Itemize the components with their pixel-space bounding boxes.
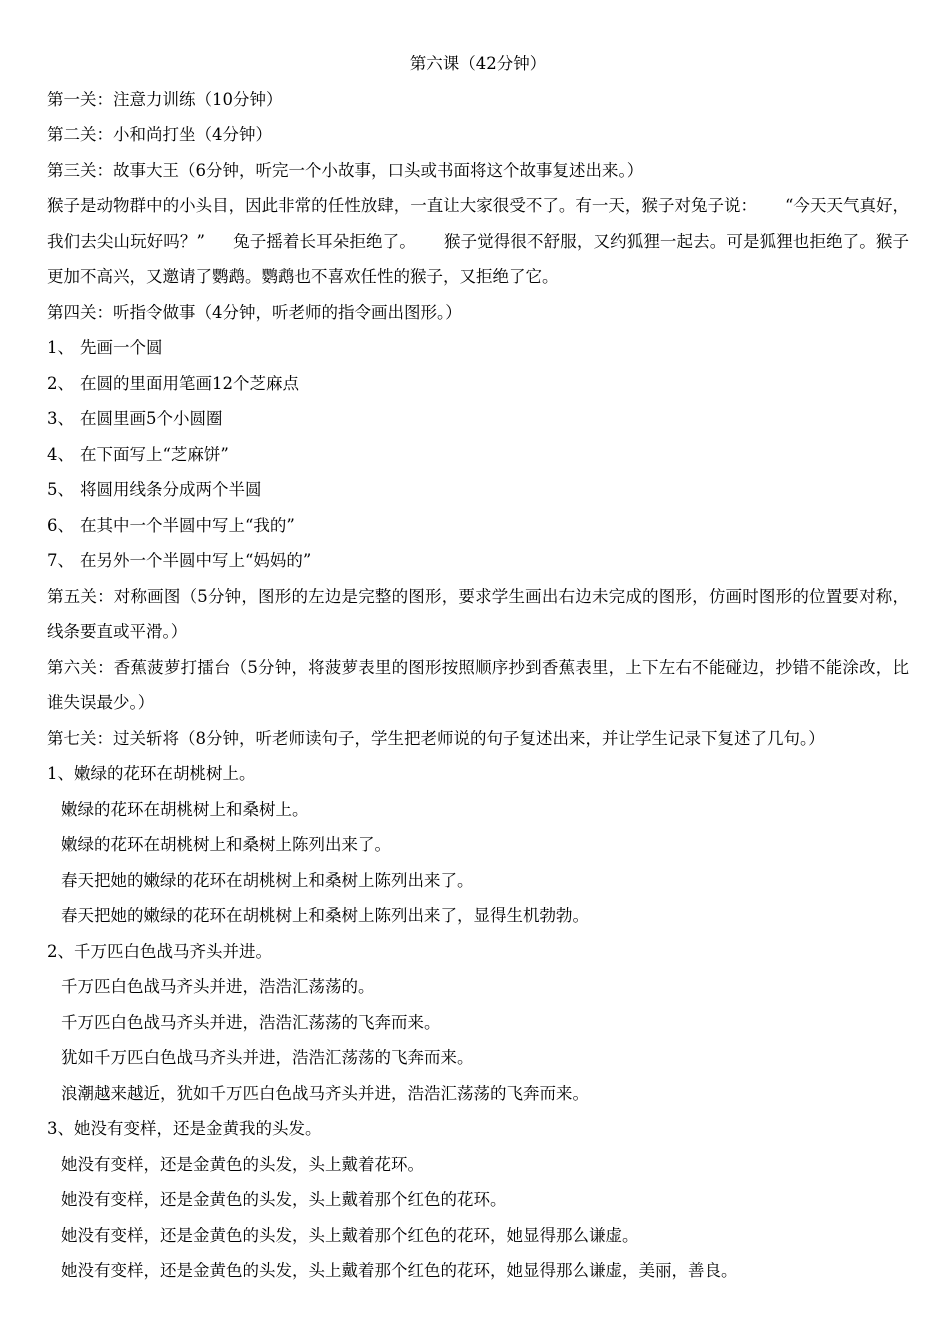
- level-6: 第六关：香蕉菠萝打擂台（5分钟，将菠萝表里的图形按照顺序抄到香蕉表里，上下左右不能碰边，抄错不能涂改，比谁失误最少。）: [47, 657, 909, 712]
- sentence-line: 春天把她的嫩绿的花环在胡桃树上和桑树上陈列出来了。: [61, 870, 474, 890]
- story-part-3: 猴子觉得很不舒服，又约狐狸一起去。可是狐狸也拒绝了。猴子更加不高兴，又邀请了鹦鹉。鹦鹉也不喜欢任性的猴子，又拒绝了它。: [47, 231, 910, 286]
- level-1: 第一关：注意力训练（10分钟）: [47, 89, 283, 109]
- sentence-group-head: 1、嫩绿的花环在胡桃树上。: [47, 764, 256, 783]
- instruction-item: 6、 在其中一个半圆中写上“我的”: [47, 515, 295, 535]
- sentence-line: 千万匹白色战马齐头并进，浩浩汇荡荡的飞奔而来。: [61, 1012, 441, 1032]
- instruction-list: [47, 330, 909, 579]
- sentence-line: 嫩绿的花环在胡桃树上和桑树上陈列出来了。: [61, 835, 391, 854]
- level-3: 第三关：故事大王（6分钟，听完一个小故事，口头或书面将这个故事复述出来。）: [47, 160, 644, 180]
- sentence-line: 她没有变样，还是金黄色的头发，头上戴着那个红色的花环，她显得那么谦虚。: [61, 1225, 639, 1245]
- sentence-line: 嫩绿的花环在胡桃树上和桑树上。: [61, 799, 309, 819]
- sentence-line: 浪潮越来越近，犹如千万匹白色战马齐头并进，浩浩汇荡荡的飞奔而来。: [61, 1083, 589, 1103]
- instruction-item: 2、 在圆的里面用笔画12个芝麻点: [47, 373, 299, 393]
- sentence-line: 她没有变样，还是金黄色的头发，头上戴着那个红色的花环。: [61, 1190, 507, 1209]
- level-5: 第五关：对称画图（5分钟，图形的左边是完整的图形，要求学生画出右边未完成的图形，仿画时图形的位置要对称，线条要直或平滑。）: [47, 586, 909, 641]
- instruction-item: 5、 将圆用线条分成两个半圆: [47, 480, 262, 499]
- sentence-group-head: 3、她没有变样，还是金黄我的头发。: [47, 1119, 322, 1138]
- instruction-item: 4、 在下面写上“芝麻饼”: [47, 444, 229, 464]
- level-4: 第四关：听指令做事（4分钟，听老师的指令画出图形。）: [47, 302, 462, 322]
- sentence-group-2: [47, 934, 909, 1112]
- sentence-line: 她没有变样，还是金黄色的头发，头上戴着花环。: [61, 1154, 424, 1174]
- sentence-line: 她没有变样，还是金黄色的头发，头上戴着那个红色的花环，她显得那么谦虚，美丽，善良。: [61, 1261, 738, 1280]
- story-part-1: 猴子是动物群中的小头目，因此非常的任性放肆，一直让大家很受不了。有一天，猴子对兔子说：: [47, 196, 757, 215]
- sentence-group-head: 2、千万匹白色战马齐头并进。: [47, 941, 272, 961]
- instruction-item: 7、 在另外一个半圆中写上“妈妈的”: [47, 551, 312, 570]
- sentence-group-3: [47, 1111, 909, 1289]
- sentence-line: 春天把她的嫩绿的花环在胡桃树上和桑树上陈列出来了，显得生机勃勃。: [61, 906, 589, 925]
- level-7: 第七关：过关斩将（8分钟，听老师读句子，学生把老师说的句子复述出来，并让学生记录下复述了几句。）: [47, 728, 825, 748]
- instruction-item: 1、 先画一个圆: [47, 338, 163, 357]
- lesson-title: 第六课（42分钟）: [409, 54, 547, 73]
- story-paragraph: [47, 188, 909, 295]
- sentence-line: 千万匹白色战马齐头并进，浩浩汇荡荡的。: [61, 977, 375, 996]
- document-page: [47, 46, 909, 1289]
- sentence-line: 犹如千万匹白色战马齐头并进，浩浩汇荡荡的飞奔而来。: [61, 1048, 474, 1067]
- level-2: 第二关：小和尚打坐（4分钟）: [47, 125, 272, 144]
- instruction-item: 3、 在圆里画5个小圆圈: [47, 409, 223, 428]
- story-part-2: 兔子摇着长耳朵拒绝了。: [232, 231, 416, 251]
- story-quote: “今天天气真好，我们去尖山玩好吗？”: [47, 196, 909, 251]
- sentence-group-1: [47, 756, 909, 934]
